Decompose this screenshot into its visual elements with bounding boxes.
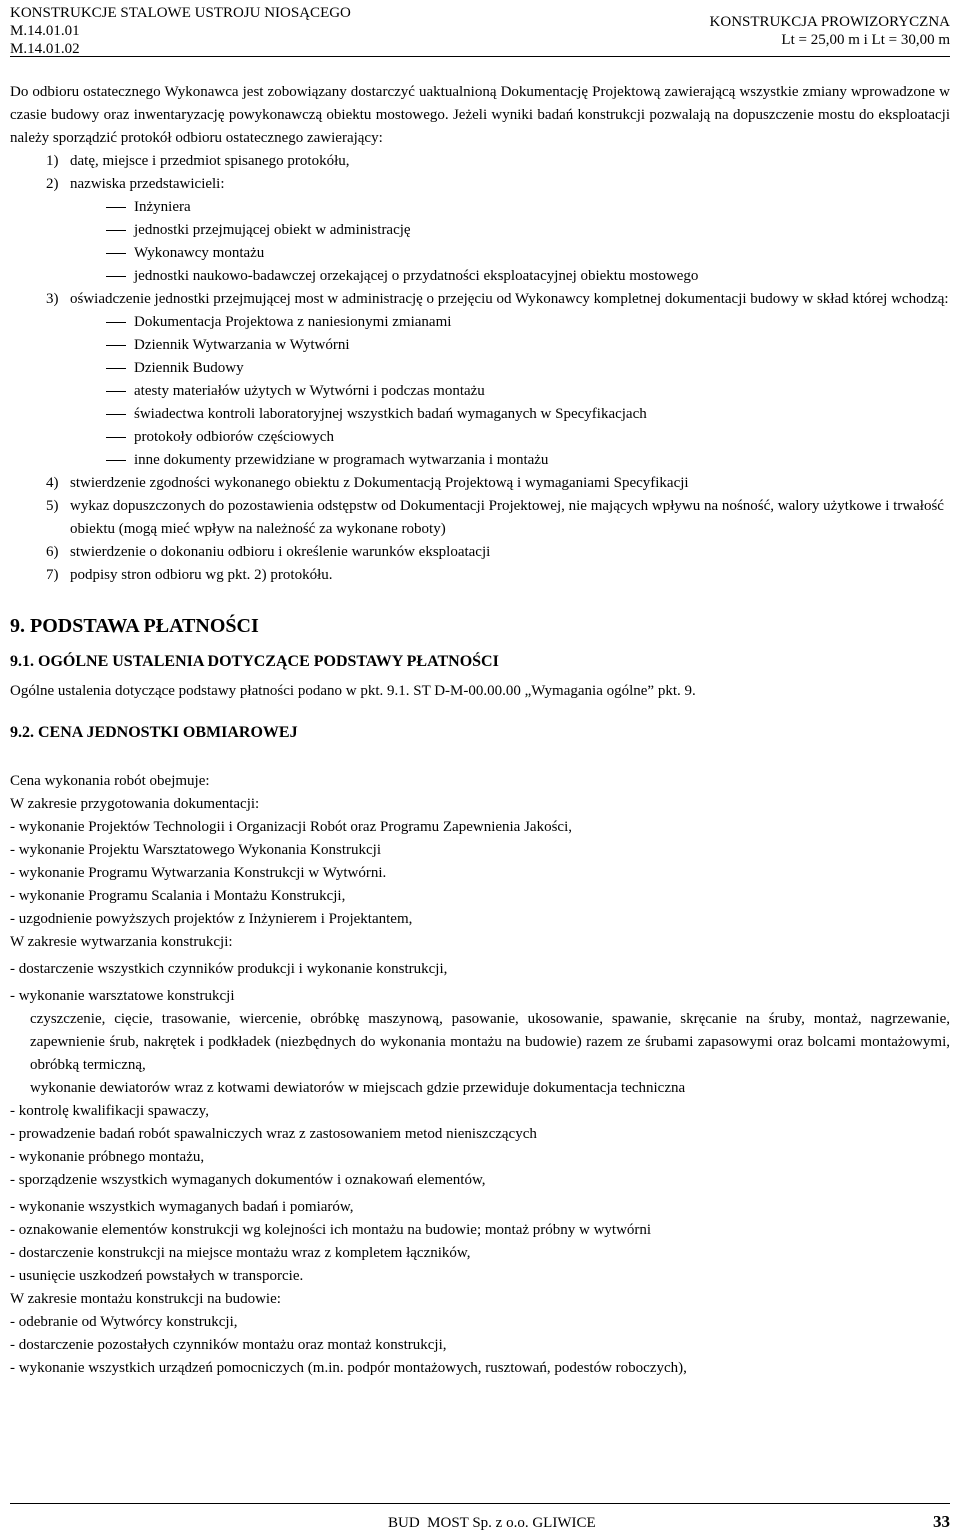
header-left — [10, 4, 351, 58]
manufacture-item: - dostarczenie wszystkich czynników produkcji i wykonanie konstrukcji, — [10, 961, 448, 977]
prep-item: - wykonanie Projektów Technologii i Organizacji Robót oraz Programu Zapewnienia Jakości, — [10, 819, 573, 835]
dash-text: świadectwa kontroli laboratoryjnej wszystkich badań wymaganych w Specyfikacjach — [134, 406, 647, 422]
item-text: nazwiska przedstawicieli: — [70, 176, 225, 192]
section-9-1-heading: 9.1. OGÓLNE USTALENIA DOTYCZĄCE PODSTAWY PŁATNOŚCI — [10, 653, 499, 670]
manufacture-item: - usunięcie uszkodzeń powstałych w transporcie. — [10, 1268, 304, 1284]
item-text: wykaz dopuszczonych do pozostawienia odstępstw od Dokumentacji Projektowej, nie mających wpływu na nośność, walory użytkowe i trwałość obiektu (mogą mieć wpływ na należność za wykonane roboty) — [70, 498, 944, 537]
item-number: 7) — [46, 567, 59, 583]
footer-company: BUD MOST Sp. z o.o. GLIWICE — [388, 1515, 596, 1531]
item-text: datę, miejsce i przedmiot spisanego protokółu, — [70, 153, 350, 169]
dash-text: jednostki naukowo-badawczej orzekającej o przydatności eksploatacyjnej obiektu mostowego — [134, 268, 699, 284]
list-item — [10, 564, 950, 587]
dash-text: Inżyniera — [134, 199, 191, 215]
list-item — [10, 472, 950, 495]
header-left-code1: M.14.01.01 — [10, 23, 80, 39]
dash-text: Dokumentacja Projektowa z naniesionymi zmianami — [134, 314, 452, 330]
manufacture-detail: czyszczenie, cięcie, trasowanie, wiercenie, obróbkę maszynową, pasowanie, ukosowanie, spawanie, skręcanie na śruby, montaż, nagrzewanie, zapewnienie śrub, nakrętek i podkładek (niezbędnych do wykonania montażu na budowie) razem ze śrubami zapasowymi oraz bolcami montażowymi, obróbką termiczną, — [30, 1011, 950, 1073]
list-item — [10, 541, 950, 564]
document-page — [10, 0, 950, 1380]
item-number: 6) — [46, 544, 59, 560]
manufacture-heading: W zakresie wytwarzania konstrukcji: — [10, 934, 233, 950]
manufacture-item: - wykonanie próbnego montażu, — [10, 1149, 205, 1165]
page-number: 33 — [933, 1512, 950, 1531]
assembly-item: - odebranie od Wytwórcy konstrukcji, — [10, 1314, 238, 1330]
prep-item: - wykonanie Projektu Warsztatowego Wykonania Konstrukcji — [10, 842, 382, 858]
intro-paragraph: Do odbioru ostatecznego Wykonawca jest zobowiązany dostarczyć uaktualnioną Dokumentację Projektową zawierającą wszystkie zmiany wprowadzone w czasie budowy oraz inwentaryzację powykonawczą obiektu mostowego. Jeżeli wyniki badań konstrukcji pozwalają na dopuszczenie mostu do eksploatacji należy sporządzić protokół odbioru ostatecznego zawierający: — [10, 84, 950, 146]
dash-item — [10, 334, 950, 357]
list-item — [10, 288, 950, 311]
manufacture-item: - prowadzenie badań robót spawalniczych wraz z zastosowaniem metod nieniszczących — [10, 1126, 537, 1142]
header-right-title: KONSTRUKCJA PROWIZORYCZNA — [709, 14, 950, 30]
dash-text: inne dokumenty przewidziane w programach wytwarzania i montażu — [134, 452, 549, 468]
assembly-heading: W zakresie montażu konstrukcji na budowie: — [10, 1291, 281, 1307]
section-9-2-heading: 9.2. CENA JEDNOSTKI OBMIAROWEJ — [10, 724, 298, 741]
page-body — [10, 57, 950, 1380]
price-intro: Cena wykonania robót obejmuje: — [10, 773, 210, 789]
dash-text: Wykonawcy montażu — [134, 245, 265, 261]
prep-heading: W zakresie przygotowania dokumentacji: — [10, 796, 260, 812]
list-item — [10, 150, 950, 173]
dash-item — [10, 357, 950, 380]
item-number: 4) — [46, 475, 59, 491]
item-text: oświadczenie jednostki przejmującej most w administrację o przejęciu od Wykonawcy kompletnej dokumentacji budowy w skład której wchodzą: — [70, 291, 949, 307]
manufacture-detail: wykonanie dewiatorów wraz z kotwami dewiatorów w miejscach gdzie przewiduje dokumentacja techniczna — [30, 1080, 686, 1096]
manufacture-item: - dostarczenie konstrukcji na miejsce montażu wraz z kompletem łączników, — [10, 1245, 471, 1261]
dash-item — [10, 311, 950, 334]
dash-text: atesty materiałów użytych w Wytwórni i podczas montażu — [134, 383, 485, 399]
header-left-title: KONSTRUKCJE STALOWE USTROJU NIOSĄCEGO — [10, 5, 351, 21]
page-footer — [10, 1503, 950, 1532]
dash-item — [10, 449, 950, 472]
item-number: 3) — [46, 291, 59, 307]
dash-item — [10, 380, 950, 403]
item-text: stwierdzenie o dokonaniu odbioru i określenie warunków eksploatacji — [70, 544, 491, 560]
item-text: stwierdzenie zgodności wykonanego obiektu z Dokumentacją Projektową i wymaganiami Specyfikacji — [70, 475, 689, 491]
dash-item — [10, 265, 950, 288]
item-number: 5) — [46, 498, 59, 514]
prep-item: - wykonanie Programu Scalania i Montażu Konstrukcji, — [10, 888, 346, 904]
manufacture-item: - kontrolę kwalifikacji spawaczy, — [10, 1103, 209, 1119]
dash-item — [10, 242, 950, 265]
dash-text: Dziennik Wytwarzania w Wytwórni — [134, 337, 350, 353]
section-9-1-text: Ogólne ustalenia dotyczące podstawy płatności podano w pkt. 9.1. ST D-M-00.00.00 „Wymagania ogólne” pkt. 9. — [10, 683, 696, 699]
list-item — [10, 495, 950, 541]
manufacture-item: - oznakowanie elementów konstrukcji wg kolejności ich montażu na budowie; montaż próbny w wytwórni — [10, 1222, 652, 1238]
prep-item: - uzgodnienie powyższych projektów z Inżynierem i Projektantem, — [10, 911, 413, 927]
dash-item — [10, 219, 950, 242]
section-9-heading: 9. PODSTAWA PŁATNOŚCI — [10, 615, 259, 637]
page-header — [10, 0, 950, 57]
item-number: 1) — [46, 153, 59, 169]
list-item — [10, 173, 950, 196]
assembly-item: - dostarczenie pozostałych czynników montażu oraz montaż konstrukcji, — [10, 1337, 447, 1353]
item-text: podpisy stron odbioru wg pkt. 2) protokółu. — [70, 567, 333, 583]
dash-item — [10, 403, 950, 426]
manufacture-item: - sporządzenie wszystkich wymaganych dokumentów i oznakowań elementów, — [10, 1172, 486, 1188]
assembly-item: - wykonanie wszystkich urządzeń pomocniczych (m.in. podpór montażowych, rusztowań, podestów roboczych), — [10, 1360, 687, 1376]
dash-item — [10, 196, 950, 219]
header-right-sub: Lt = 25,00 m i Lt = 30,00 m — [781, 32, 950, 48]
dash-text: protokoły odbiorów częściowych — [134, 429, 334, 445]
dash-text: jednostki przejmującej obiekt w administrację — [134, 222, 411, 238]
dash-item — [10, 426, 950, 449]
dash-text: Dziennik Budowy — [134, 360, 244, 376]
item-number: 2) — [46, 176, 59, 192]
prep-item: - wykonanie Programu Wytwarzania Konstrukcji w Wytwórni. — [10, 865, 387, 881]
manufacture-item: - wykonanie warsztatowe konstrukcji — [10, 988, 235, 1004]
header-right — [710, 13, 950, 49]
header-left-code2: M.14.01.02 — [10, 41, 80, 57]
manufacture-item: - wykonanie wszystkich wymaganych badań i pomiarów, — [10, 1199, 354, 1215]
